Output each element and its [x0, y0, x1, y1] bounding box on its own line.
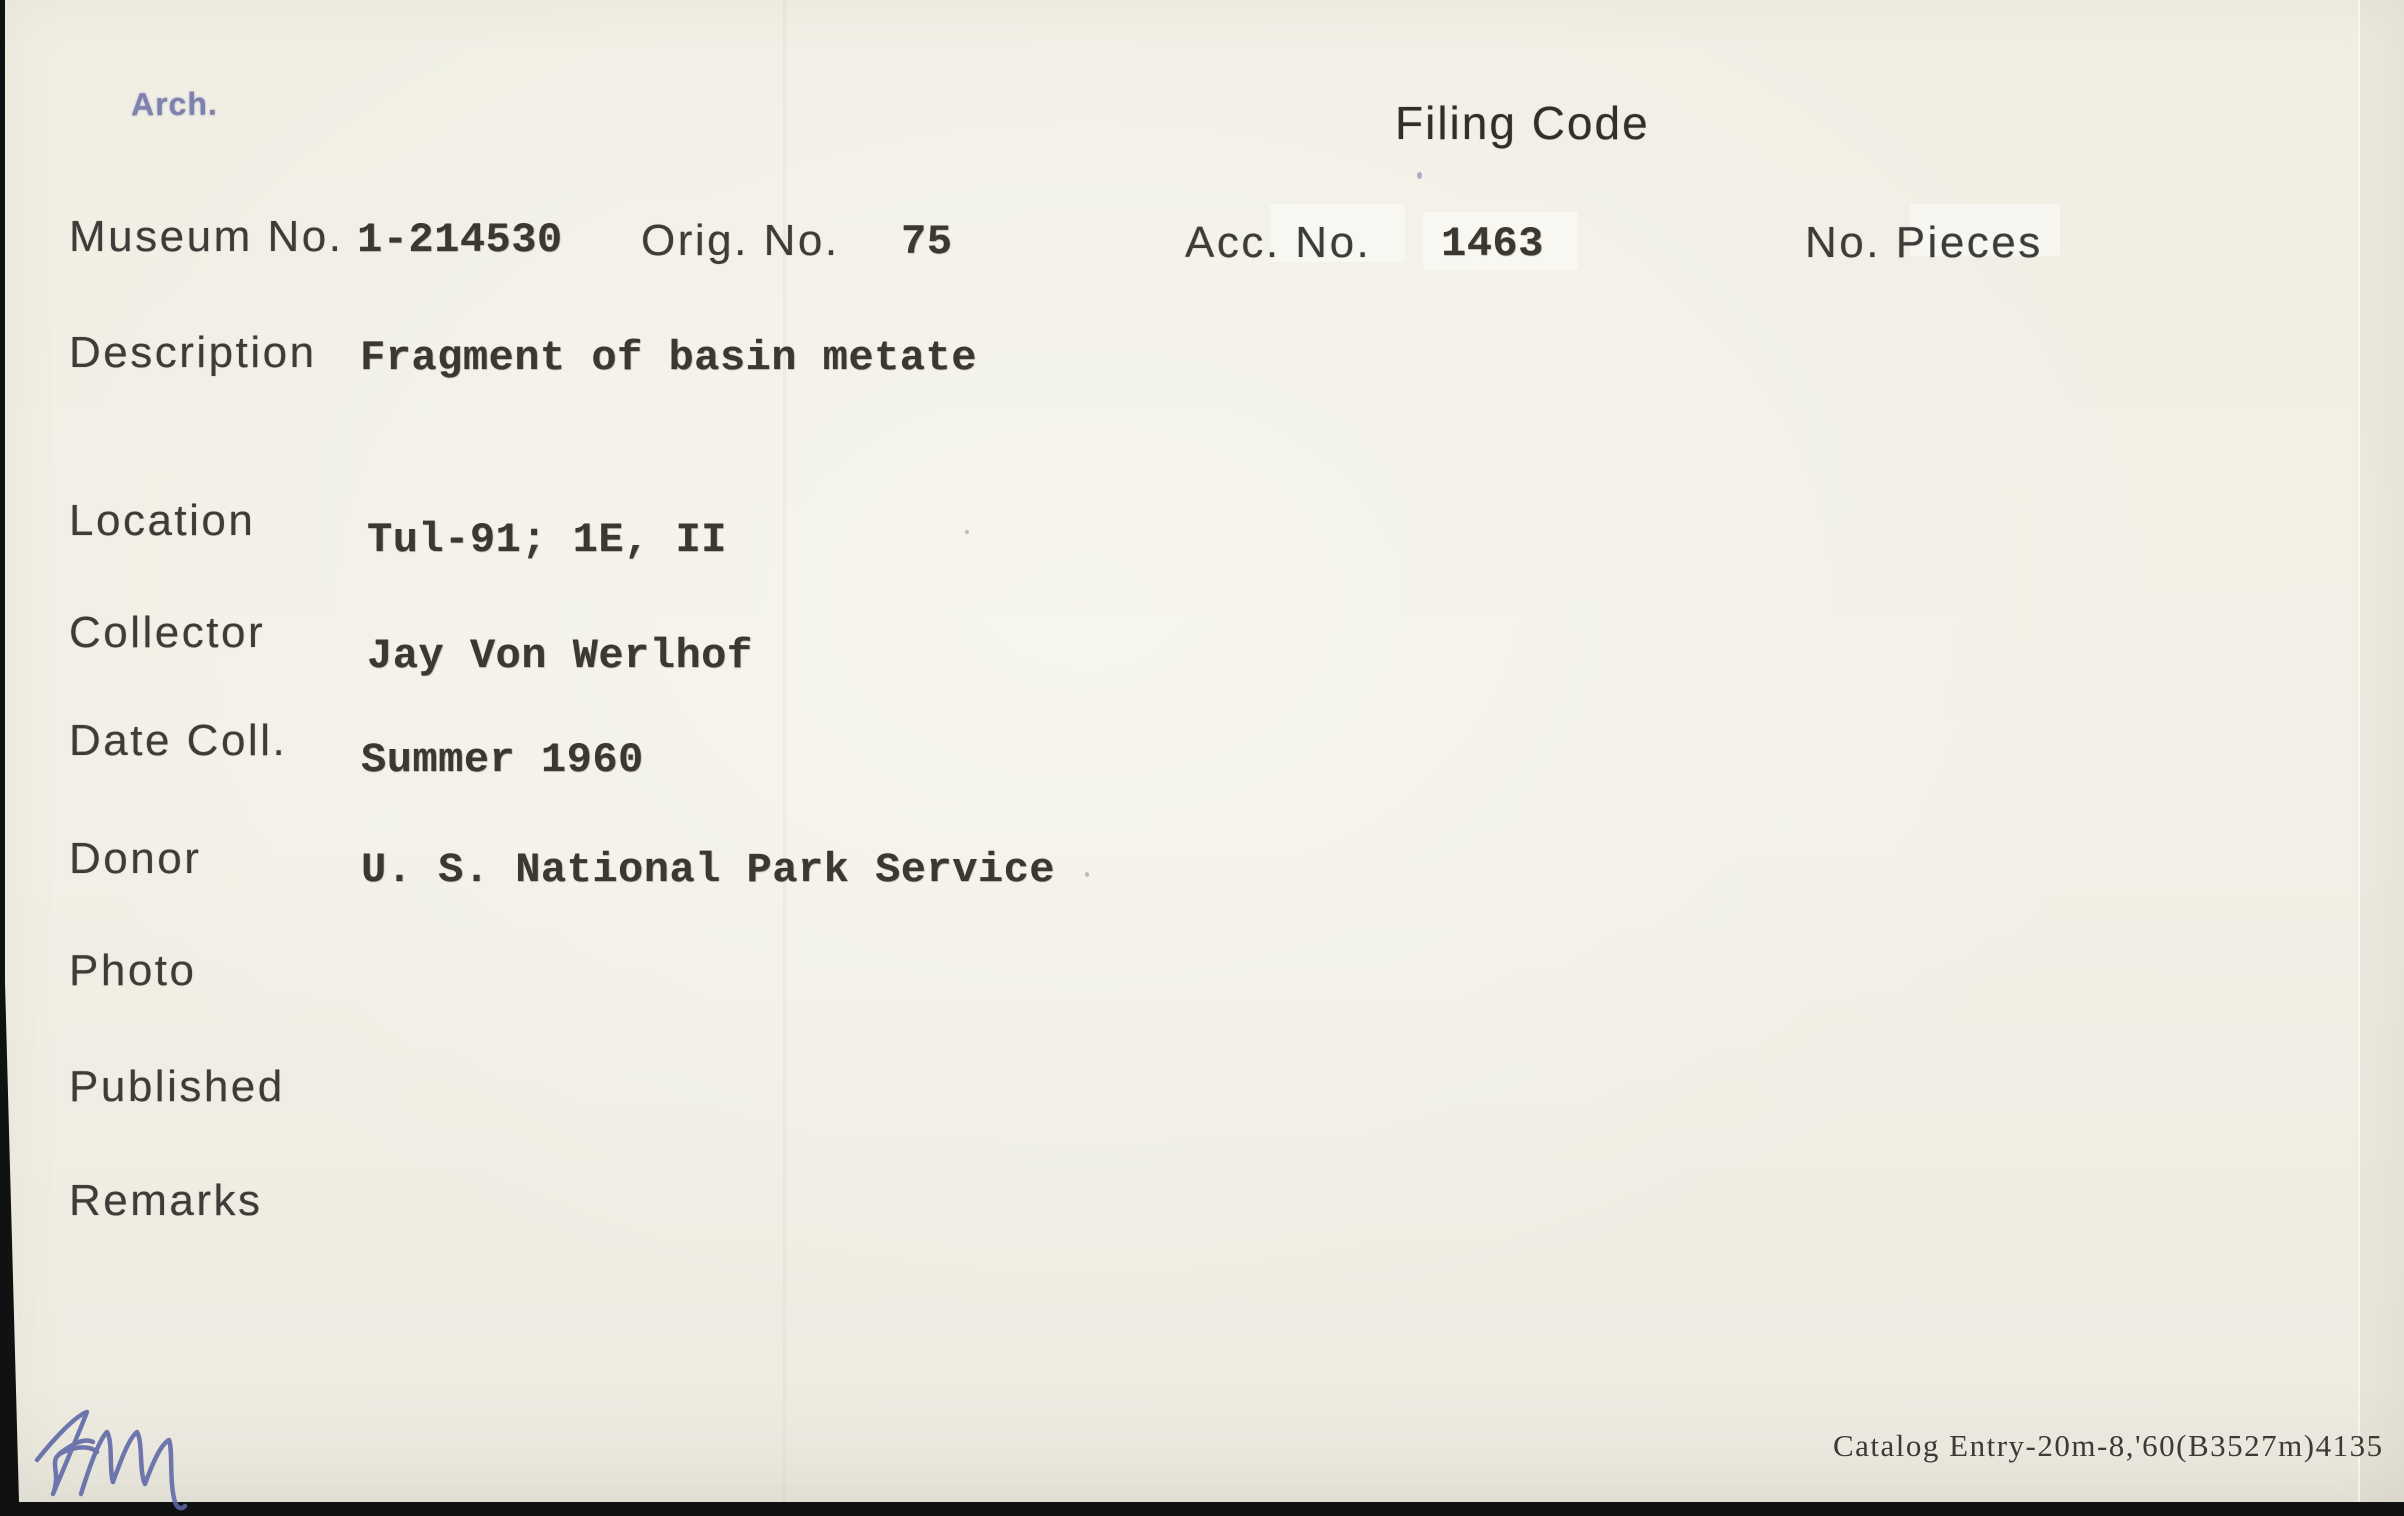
acc-no-label: Acc. No.: [1185, 218, 1372, 267]
catalog-card: [5, 0, 2404, 1502]
ink-speck: [1085, 872, 1089, 877]
donor-label: Donor: [69, 834, 202, 883]
card-right-seam: [2358, 0, 2360, 1502]
acc-no-value: 1463: [1441, 220, 1544, 268]
description-label: Description: [69, 328, 317, 377]
ink-speck: [965, 530, 969, 534]
description-value: Fragment of basin metate: [360, 334, 977, 382]
museum-no-label: Museum No.: [69, 212, 344, 261]
date-coll-value: Summer 1960: [361, 736, 644, 784]
museum-no-value: 1-214530: [357, 216, 563, 264]
card-edge-shadow: [5, 982, 19, 1502]
donor-value: U. S. National Park Service: [361, 846, 1056, 894]
published-label: Published: [69, 1062, 285, 1111]
orig-no-value: 75: [901, 218, 953, 266]
handwritten-initials: [23, 1398, 213, 1516]
card-right-edge-tone: [2360, 0, 2404, 1502]
location-value: Tul-91; 1E, II: [367, 516, 727, 564]
ink-speck: [1417, 172, 1422, 179]
photo-label: Photo: [69, 946, 197, 995]
filing-code-label: Filing Code: [1395, 97, 1650, 149]
location-label: Location: [69, 496, 256, 545]
collector-label: Collector: [69, 608, 266, 657]
no-pieces-label: No. Pieces: [1805, 218, 2043, 267]
orig-no-label: Orig. No.: [641, 216, 840, 265]
date-coll-label: Date Coll.: [69, 716, 288, 765]
remarks-label: Remarks: [69, 1176, 263, 1225]
arch-stamp: Arch.: [130, 85, 218, 123]
collector-value: Jay Von Werlhof: [367, 632, 753, 680]
catalog-print-code: Catalog Entry-20m-8,'60(B3527m)4135: [1833, 1428, 2384, 1463]
